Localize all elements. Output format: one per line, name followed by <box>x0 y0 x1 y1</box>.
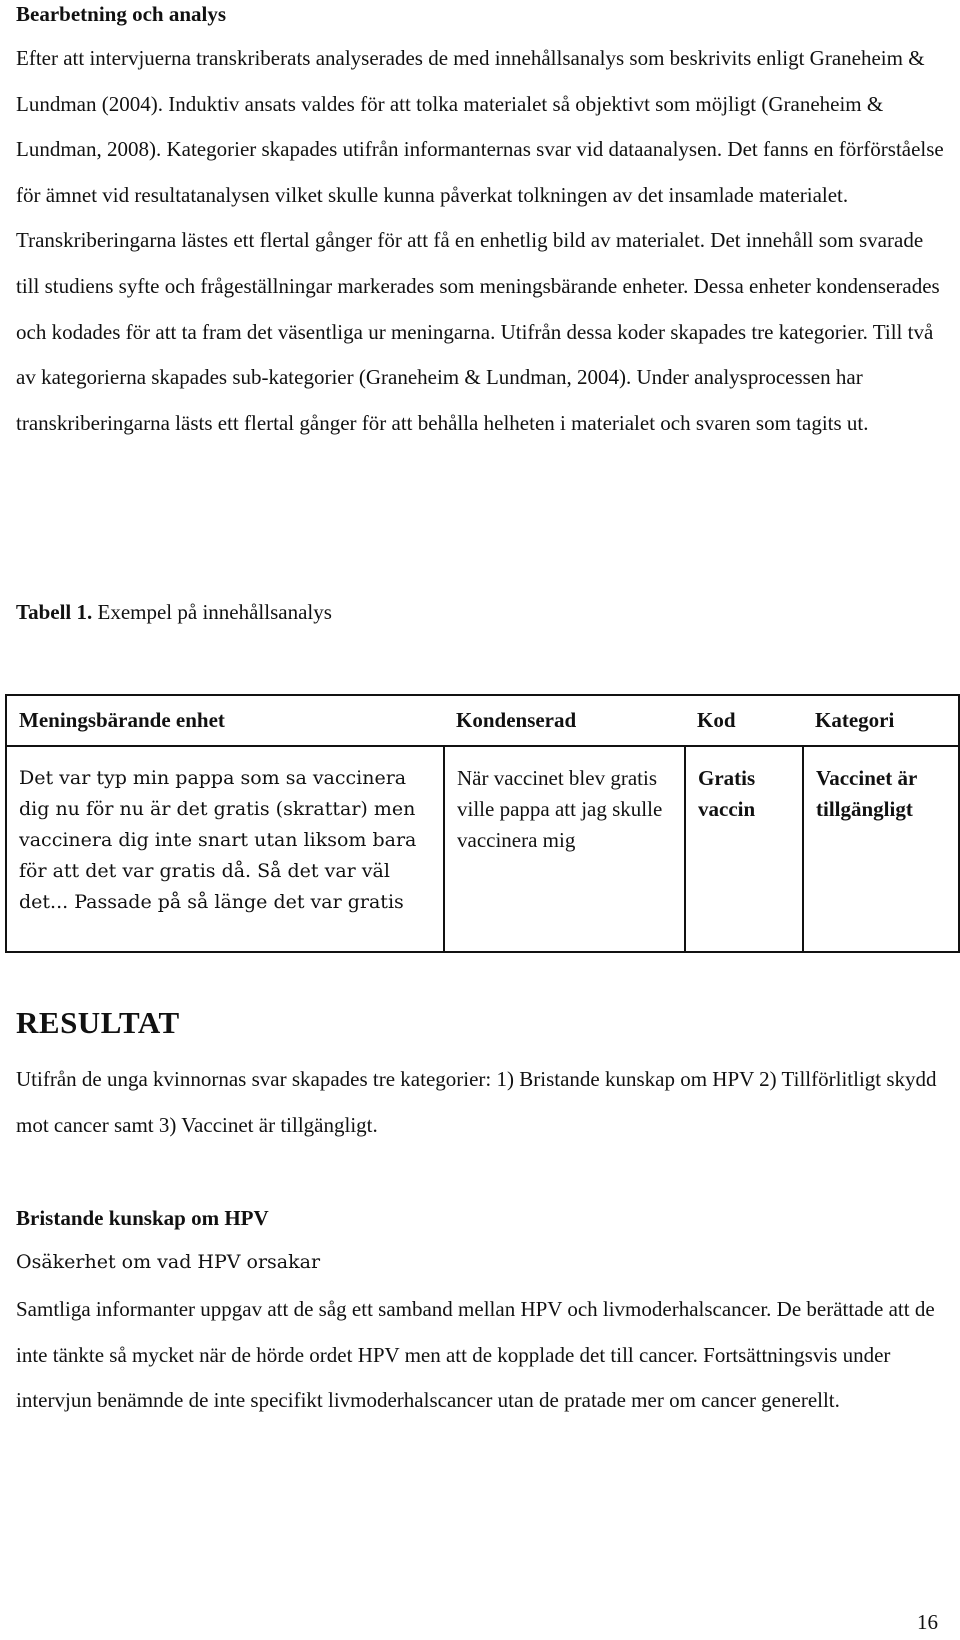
section-heading-analysis: Bearbetning och analys <box>16 2 227 26</box>
table-caption-label: Tabell 1. <box>16 600 93 624</box>
header-category: Kategori <box>803 695 959 746</box>
results-paragraph: Utifrån de unga kvinnornas svar skapades tre kategorier: 1) Bristande kunskap om HPV 2) Tillförlitligt skydd mot cancer samt 3) Vaccinet är tillgängligt. <box>16 1067 937 1137</box>
analysis-paragraph: Efter att intervjuerna transkriberats analyserades de med innehållsanalys som beskrivits enligt Graneheim & Lundman (2004). Induktiv ansats valdes för att tolka materialet så objektivt som möjligt (Graneheim & Lundman, 2008). Kategorier skapades utifrån informanternas svar vid dataanalysen. Det fanns en förförståelse för ämnet vid resultatanalysen vilket skulle kunna påverkat tolkningen av det insamlade materialet. Transkriberingarna lästes ett flertal gånger för att få en enhetlig bild av materialet. Det innehåll som svarade till studiens syfte och frågeställningar markerades som meningsbärande enheter. Dessa enheter kondenserades och kodades för att ta fram det väsentliga ur meningarna. Utifrån dessa koder skapades tre kategorier. Till två av kategorierna skapades sub-kategorier (Graneheim & Lundman, 2004). Under analysprocessen har transkriberingarna lästs ett flertal gånger för att behålla helheten i materialet och svaren som tagits ut. <box>16 46 944 435</box>
header-condensed: Kondenserad <box>444 695 685 746</box>
table-row <box>6 746 959 952</box>
page-number: 16 <box>917 1610 938 1634</box>
table-caption-text: Exempel på innehållsanalys <box>92 600 332 624</box>
results-heading: RESULTAT <box>16 1005 180 1040</box>
cell-category: Vaccinet är tillgängligt <box>803 746 959 952</box>
header-code: Kod <box>685 695 803 746</box>
subsection-heading: Bristande kunskap om HPV <box>16 1206 269 1230</box>
header-meaning-unit: Meningsbärande enhet <box>6 695 444 746</box>
subsection-paragraph: Samtliga informanter uppgav att de såg ett samband mellan HPV och livmoderhalscancer. De berättade att de inte tänkte så mycket när de hörde ordet HPV men att de kopplade det till cancer. Fortsättningsvis under intervjun benämnde de inte specifikt livmoderhalscancer utan de pratade mer om cancer generellt. <box>16 1297 935 1413</box>
cell-code: Gratis vaccin <box>685 746 803 952</box>
table-header-row <box>6 695 959 746</box>
subsection-subheading: Osäkerhet om vad HPV orsakar <box>16 1251 321 1273</box>
cell-meaning-unit: Det var typ min pappa som sa vaccinera dig nu för nu är det gratis (skrattar) men vaccinera dig inte snart utan liksom bara för att det var gratis då. Så det var väl det... Passade på så länge det var gratis <box>6 746 444 952</box>
table-caption <box>16 600 332 625</box>
cell-condensed: När vaccinet blev gratis ville pappa att jag skulle vaccinera mig <box>444 746 685 952</box>
content-analysis-table <box>5 694 960 953</box>
